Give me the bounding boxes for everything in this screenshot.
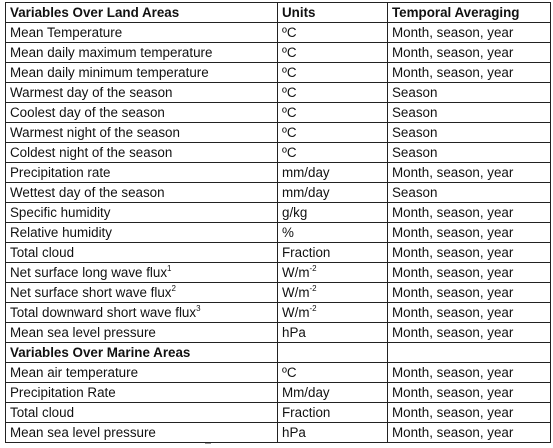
units-cell	[278, 203, 388, 223]
units-value: mm/day	[282, 185, 330, 200]
variable-cell	[6, 223, 278, 243]
temporal-averaging-cell: Month, season, year	[388, 223, 551, 243]
temporal-averaging-cell: Month, season, year	[388, 363, 551, 383]
units-cell	[278, 263, 388, 283]
marine-variables-body	[6, 363, 551, 443]
variable-cell	[6, 283, 278, 303]
units-value: hPa	[282, 325, 306, 340]
units-cell	[278, 103, 388, 123]
units-value: W/m	[282, 265, 310, 280]
table-row	[6, 143, 551, 163]
units-exponent: -2	[309, 303, 317, 313]
variable-name: Coolest day of the season	[10, 105, 165, 120]
temporal-averaging-cell: Month, season, year	[388, 23, 551, 43]
temporal-averaging-cell: Month, season, year	[388, 403, 551, 423]
table-row	[6, 423, 551, 443]
units-cell	[278, 323, 388, 343]
land-variables-body	[6, 23, 551, 343]
variable-name: Warmest night of the season	[10, 125, 180, 140]
variable-cell	[6, 23, 278, 43]
units-cell	[278, 403, 388, 423]
table-row	[6, 63, 551, 83]
units-value: Fraction	[282, 405, 331, 420]
temporal-averaging-cell: Season	[388, 103, 551, 123]
footnote-superscript: 1	[167, 263, 172, 273]
variable-name: Mean Temperature	[10, 25, 123, 40]
temporal-averaging-cell: Month, season, year	[388, 423, 551, 443]
marine-section	[6, 343, 551, 363]
units-cell	[278, 223, 388, 243]
variable-name: Total cloud	[10, 405, 75, 420]
header-variables-land: Variables Over Land Areas	[6, 3, 278, 23]
section-title-marine: Variables Over Marine Areas	[6, 343, 278, 363]
variable-name: Specific humidity	[10, 205, 111, 220]
table-row	[6, 363, 551, 383]
units-value: %	[282, 225, 294, 240]
temporal-averaging-cell: Season	[388, 183, 551, 203]
table-row	[6, 83, 551, 103]
units-value: ºC	[282, 25, 297, 40]
temporal-averaging-cell: Month, season, year	[388, 243, 551, 263]
variable-cell	[6, 103, 278, 123]
table-row	[6, 263, 551, 283]
temporal-averaging-cell: Month, season, year	[388, 303, 551, 323]
variable-name: Total downward short wave flux	[10, 305, 197, 320]
units-cell	[278, 183, 388, 203]
units-cell	[278, 163, 388, 183]
units-value: ºC	[282, 145, 297, 160]
variable-name: Mean sea level pressure	[10, 425, 156, 440]
units-value: ºC	[282, 365, 297, 380]
table-row	[6, 283, 551, 303]
units-value: ºC	[282, 125, 297, 140]
variable-cell	[6, 263, 278, 283]
variable-cell	[6, 383, 278, 403]
table-row	[6, 123, 551, 143]
table-header-row	[6, 3, 551, 23]
temporal-averaging-cell: Month, season, year	[388, 63, 551, 83]
temporal-averaging-cell: Month, season, year	[388, 383, 551, 403]
variables-table-container	[5, 2, 551, 443]
variable-name: Total cloud	[10, 245, 75, 260]
units-cell	[278, 303, 388, 323]
variable-cell	[6, 43, 278, 63]
units-value: W/m	[282, 285, 310, 300]
variable-name: Mean daily maximum temperature	[10, 45, 213, 60]
variable-cell	[6, 143, 278, 163]
variable-name: Mean daily minimum temperature	[10, 65, 209, 80]
table-row	[6, 323, 551, 343]
variable-cell	[6, 243, 278, 263]
variable-name: Mean air temperature	[10, 365, 139, 380]
units-value: g/kg	[282, 205, 308, 220]
units-value: Mm/day	[282, 385, 330, 400]
temporal-averaging-cell: Month, season, year	[388, 43, 551, 63]
table-row	[6, 23, 551, 43]
variable-cell	[6, 403, 278, 423]
units-cell	[278, 383, 388, 403]
variable-name: Warmest day of the season	[10, 85, 173, 100]
table-row	[6, 163, 551, 183]
variable-name: Precipitation rate	[10, 165, 111, 180]
table-row	[6, 403, 551, 423]
units-cell	[278, 363, 388, 383]
units-cell	[278, 243, 388, 263]
units-value: ºC	[282, 45, 297, 60]
section-averaging-cell	[388, 343, 551, 363]
variable-cell	[6, 83, 278, 103]
variable-cell	[6, 123, 278, 143]
variable-name: Wettest day of the season	[10, 185, 165, 200]
table-row	[6, 183, 551, 203]
units-cell	[278, 23, 388, 43]
units-value: hPa	[282, 425, 306, 440]
variable-name: Net surface long wave flux	[10, 265, 168, 280]
variable-name: Precipitation Rate	[10, 385, 116, 400]
section-units-cell	[278, 343, 388, 363]
variable-name: Relative humidity	[10, 225, 112, 240]
footnote-superscript: 2	[171, 283, 176, 293]
header-temporal-averaging: Temporal Averaging	[388, 3, 551, 23]
marine-section-header-row	[6, 343, 551, 363]
table-row	[6, 303, 551, 323]
units-value: W/m	[282, 305, 310, 320]
temporal-averaging-cell: Season	[388, 123, 551, 143]
units-value: ºC	[282, 65, 297, 80]
units-value: mm/day	[282, 165, 330, 180]
units-cell	[278, 63, 388, 83]
temporal-averaging-cell: Season	[388, 143, 551, 163]
units-exponent: -2	[309, 283, 317, 293]
temporal-averaging-cell: Month, season, year	[388, 203, 551, 223]
table-row	[6, 243, 551, 263]
temporal-averaging-cell: Month, season, year	[388, 323, 551, 343]
variable-cell	[6, 303, 278, 323]
units-value: Fraction	[282, 245, 331, 260]
footnote-superscript: 3	[196, 303, 201, 313]
units-exponent: -2	[309, 263, 317, 273]
variables-table	[5, 2, 551, 443]
units-cell	[278, 143, 388, 163]
units-cell	[278, 423, 388, 443]
variable-cell	[6, 203, 278, 223]
temporal-averaging-cell: Season	[388, 83, 551, 103]
units-cell	[278, 283, 388, 303]
variable-name: Net surface short wave flux	[10, 285, 172, 300]
units-cell	[278, 83, 388, 103]
temporal-averaging-cell: Month, season, year	[388, 263, 551, 283]
variable-cell	[6, 363, 278, 383]
variable-cell	[6, 323, 278, 343]
variable-cell	[6, 423, 278, 443]
footnote-marker	[205, 443, 211, 446]
variable-cell	[6, 183, 278, 203]
variable-name: Coldest night of the season	[10, 145, 173, 160]
variable-cell	[6, 63, 278, 83]
header-units: Units	[278, 3, 388, 23]
table-row	[6, 223, 551, 243]
temporal-averaging-cell: Month, season, year	[388, 283, 551, 303]
units-cell	[278, 123, 388, 143]
table-row	[6, 203, 551, 223]
table-row	[6, 43, 551, 63]
variable-cell	[6, 163, 278, 183]
units-cell	[278, 43, 388, 63]
temporal-averaging-cell: Month, season, year	[388, 163, 551, 183]
units-value: ºC	[282, 105, 297, 120]
units-value: ºC	[282, 85, 297, 100]
table-row	[6, 383, 551, 403]
table-row	[6, 103, 551, 123]
variable-name: Mean sea level pressure	[10, 325, 156, 340]
